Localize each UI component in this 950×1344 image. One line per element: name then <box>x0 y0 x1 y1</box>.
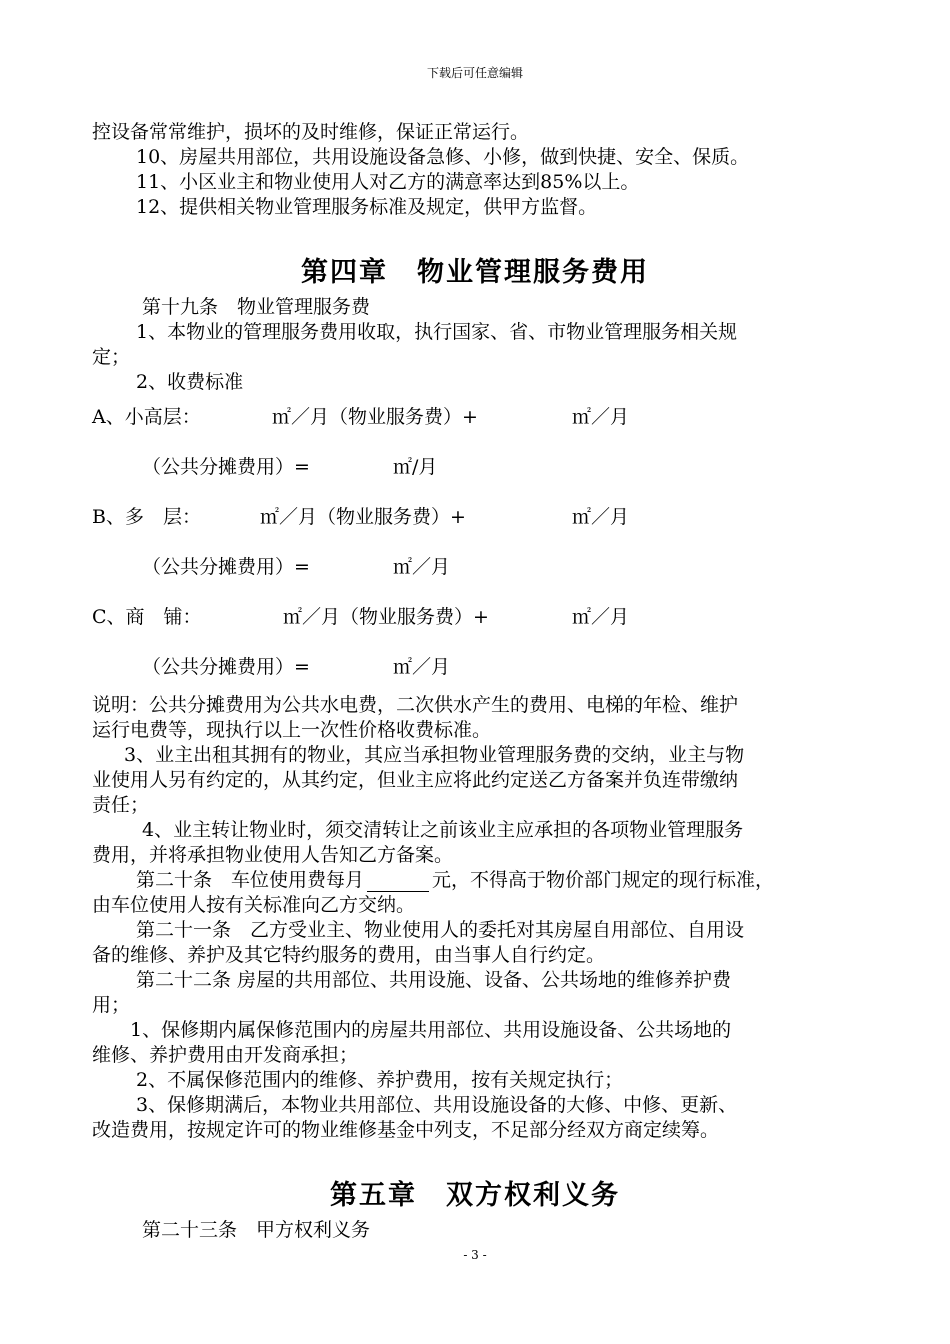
paragraph-line: 控设备常常维护，损坏的及时维修，保证正常运行。 <box>92 121 530 143</box>
paragraph-line: 第二十一条 乙方受业主、物业使用人的委托对其房屋自用部位、自用设 <box>136 919 745 941</box>
paragraph-line: 2、不属保修范围内的维修、养护费用，按有关规定执行； <box>136 1069 624 1091</box>
note-line: 运行电费等，现执行以上一次性价格收费标准。 <box>92 719 492 741</box>
paragraph-line: 用； <box>92 994 131 1016</box>
fee-row-b-label: B、多 层： <box>92 506 201 528</box>
paragraph-line: 改造费用，按规定许可的物业维修基金中列支，不足部分经双方商定续筹。 <box>92 1119 720 1141</box>
fill-in-blank <box>367 873 429 892</box>
list-item: 10、房屋共用部位，共用设施设备急修、小修，做到快捷、安全、保质。 <box>136 146 750 168</box>
paragraph-line: 由车位使用人按有关标准向乙方交纳。 <box>92 894 416 916</box>
fee-row-c-unit: ㎡／月 <box>572 606 630 628</box>
paragraph-line: 定； <box>92 346 131 368</box>
article-20-line <box>136 868 774 892</box>
paragraph-line: 3、保修期满后，本物业共用部位、共用设施设备的大修、中修、更新、 <box>136 1094 738 1116</box>
chapter-heading: 第四章 物业管理服务费用 <box>301 257 649 288</box>
fee-row-a-unit: ㎡／月 <box>572 406 630 428</box>
fee-row-c-shared-unit: ㎡／月 <box>393 656 451 678</box>
paragraph-line: 4、业主转让物业时，须交清转让之前该业主应承担的各项物业管理服务 <box>142 819 744 841</box>
fee-row-b-unit: ㎡／月 <box>572 506 630 528</box>
paragraph-line: 3、业主出租其拥有的物业，其应当承担物业管理服务费的交纳，业主与物 <box>124 744 745 766</box>
article-title: 第十九条 物业管理服务费 <box>142 296 371 318</box>
list-item: 12、提供相关物业管理服务标准及规定，供甲方监督。 <box>136 196 598 218</box>
paragraph-line: 业使用人另有约定的，从其约定，但业主应将此约定送乙方备案并负连带缴纳 <box>92 769 739 791</box>
article-20-text: 第二十条 车位使用费每月 <box>136 869 365 891</box>
paragraph-line: 2、收费标准 <box>136 371 244 393</box>
paragraph-line: 费用，并将承担物业使用人告知乙方备案。 <box>92 844 454 866</box>
fee-row-a-label: A、小高层： <box>92 406 201 428</box>
fee-row-b-service: ㎡／月（物业服务费）+ <box>260 506 466 528</box>
note-line: 说明：公共分摊费用为公共水电费，二次供水产生的费用、电梯的年检、维护 <box>92 694 739 716</box>
fee-row-b-shared-unit: ㎡／月 <box>393 556 451 578</box>
fee-row-b-shared-label: （公共分摊费用）= <box>142 556 310 578</box>
list-item: 11、小区业主和物业使用人对乙方的满意率达到85%以上。 <box>136 171 640 193</box>
paragraph-line: 维修、养护费用由开发商承担； <box>92 1044 359 1066</box>
page-number: - 3 - <box>463 1248 487 1262</box>
article-title: 第二十三条 甲方权利义务 <box>142 1219 371 1241</box>
article-20-text-cont: 元，不得高于物价部门规定的现行标准， <box>432 869 775 891</box>
paragraph-line: 备的维修、养护及其它特约服务的费用，由当事人自行约定。 <box>92 944 606 966</box>
page-header: 下载后可任意编辑 <box>426 66 523 80</box>
fee-row-a-shared-label: （公共分摊费用）= <box>142 456 310 478</box>
chapter-heading: 第五章 双方权利义务 <box>330 1180 620 1211</box>
paragraph-line: 1、保修期内属保修范围内的房屋共用部位、共用设施设备、公共场地的 <box>130 1019 732 1041</box>
paragraph-line: 第二十二条 房屋的共用部位、共用设施、设备、公共场地的维修养护费 <box>136 969 732 991</box>
fee-row-a-service: ㎡／月（物业服务费）+ <box>272 406 478 428</box>
fee-row-c-label: C、商 铺： <box>92 606 202 628</box>
fee-row-c-service: ㎡／月（物业服务费）+ <box>283 606 489 628</box>
paragraph-line: 1、本物业的管理服务费用收取，执行国家、省、市物业管理服务相关规 <box>136 321 738 343</box>
paragraph-line: 责任； <box>92 794 150 816</box>
fee-row-a-shared-unit: ㎡/月 <box>393 456 438 478</box>
fee-row-c-shared-label: （公共分摊费用）= <box>142 656 310 678</box>
